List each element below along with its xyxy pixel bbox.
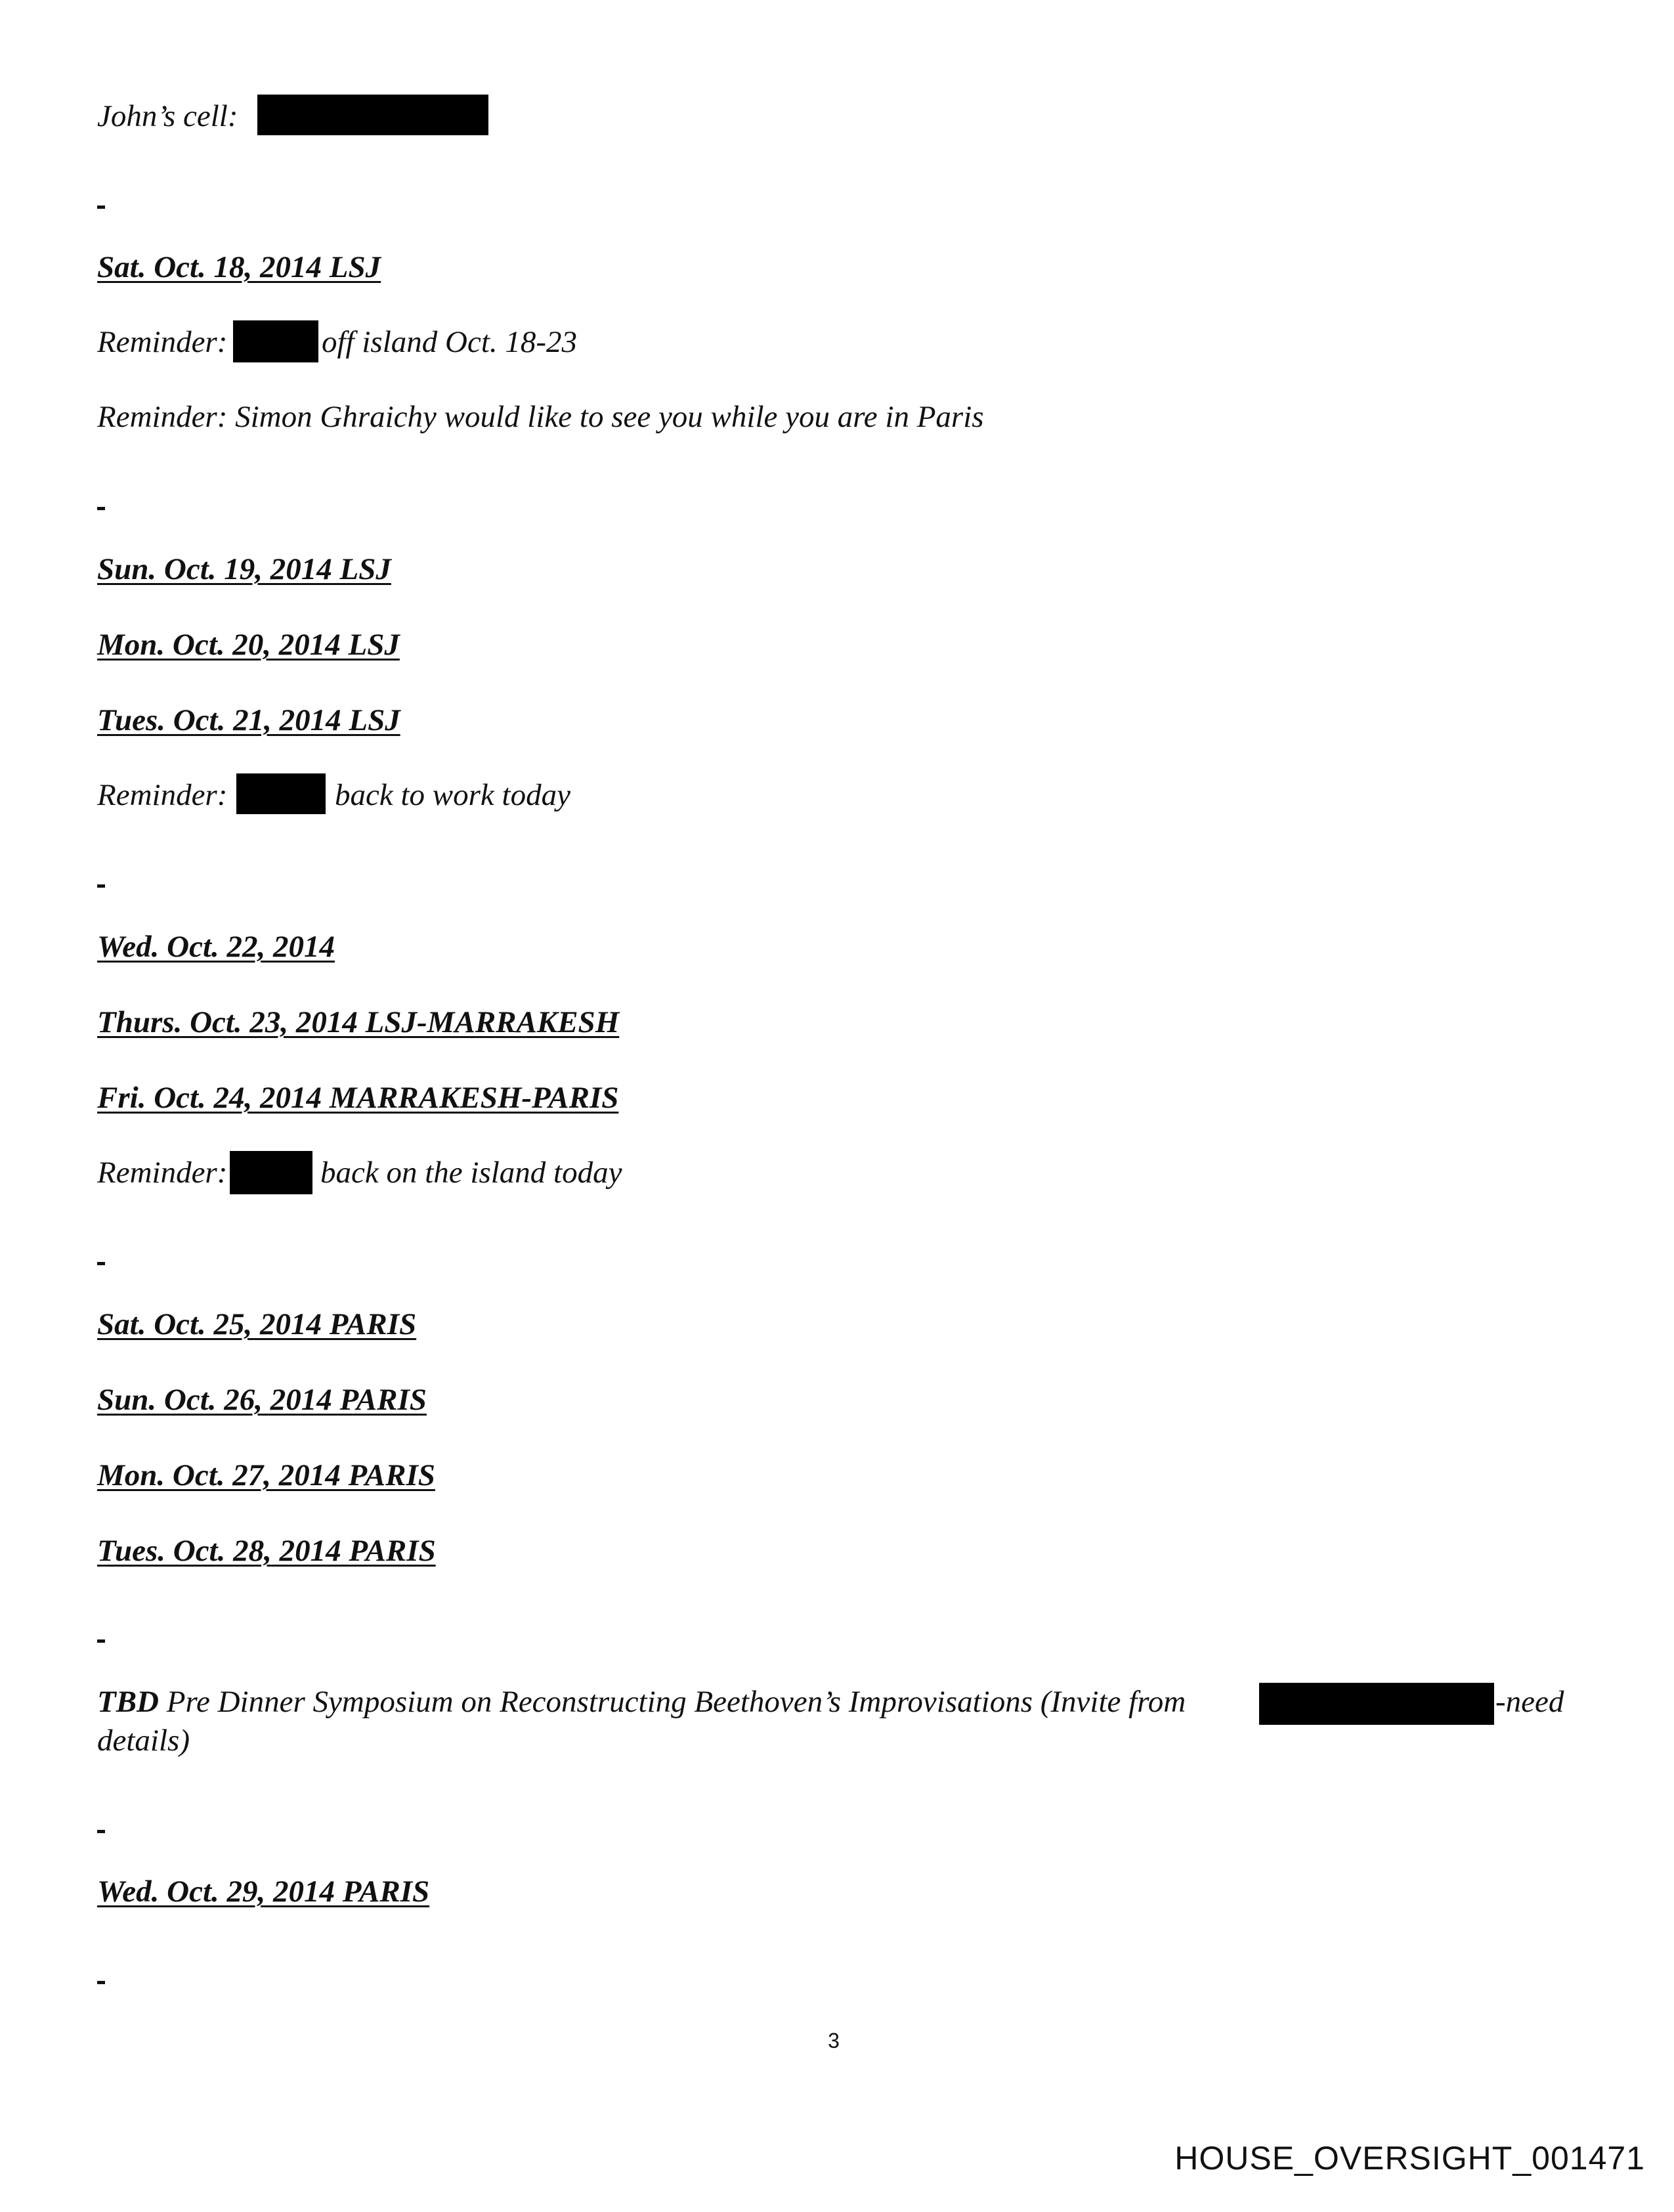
redaction-box — [1259, 1683, 1494, 1725]
separator-dash — [97, 1262, 105, 1265]
reminder-text: back on the island today — [320, 1156, 622, 1190]
separator-dash — [97, 507, 105, 510]
event-tbd-label: TBD — [97, 1685, 159, 1719]
date-heading: Wed. Oct. 22, 2014 — [97, 930, 335, 964]
event-line — [97, 1683, 1186, 1721]
separator-dash — [97, 1830, 105, 1833]
redaction-box — [233, 320, 318, 362]
date-heading: Tues. Oct. 21, 2014 LSJ — [97, 703, 400, 737]
bates-number: HOUSE_OVERSIGHT_001471 — [1174, 2140, 1645, 2177]
reminder-text: Reminder: Simon Ghraichy would like to see you while you are in Paris — [97, 400, 984, 434]
date-heading: Sun. Oct. 19, 2014 LSJ — [97, 552, 391, 586]
johns-cell-label: John’s cell: — [97, 99, 238, 133]
date-heading: Mon. Oct. 20, 2014 LSJ — [97, 628, 400, 662]
date-heading: Sat. Oct. 25, 2014 PARIS — [97, 1307, 417, 1341]
redaction-box — [230, 1151, 312, 1194]
event-description: Pre Dinner Symposium on Reconstructing Beethoven’s Improvisations (Invite from — [166, 1685, 1186, 1719]
event-description-end: -need — [1495, 1685, 1564, 1719]
reminder-text: off island Oct. 18-23 — [322, 325, 578, 359]
reminder-label: Reminder: — [97, 325, 228, 359]
separator-dash — [97, 206, 105, 209]
redaction-box — [257, 95, 488, 135]
separator-dash — [97, 1981, 105, 1984]
date-heading: Sun. Oct. 26, 2014 PARIS — [97, 1383, 427, 1417]
separator-dash — [97, 884, 105, 888]
reminder-text: back to work today — [335, 778, 570, 812]
date-heading: Thurs. Oct. 23, 2014 LSJ-MARRAKESH — [97, 1005, 620, 1039]
date-heading: Wed. Oct. 29, 2014 PARIS — [97, 1875, 430, 1909]
page-number: 3 — [828, 2029, 840, 2052]
separator-dash — [97, 1639, 105, 1643]
redaction-box — [236, 773, 326, 814]
event-description-cont: details) — [97, 1724, 190, 1758]
date-heading: Tues. Oct. 28, 2014 PARIS — [97, 1534, 436, 1568]
date-heading: Mon. Oct. 27, 2014 PARIS — [97, 1458, 435, 1492]
reminder-label: Reminder: — [97, 1156, 228, 1190]
date-heading: Sat. Oct. 18, 2014 LSJ — [97, 250, 381, 284]
date-heading: Fri. Oct. 24, 2014 MARRAKESH-PARIS — [97, 1081, 619, 1115]
reminder-label: Reminder: — [97, 778, 228, 812]
